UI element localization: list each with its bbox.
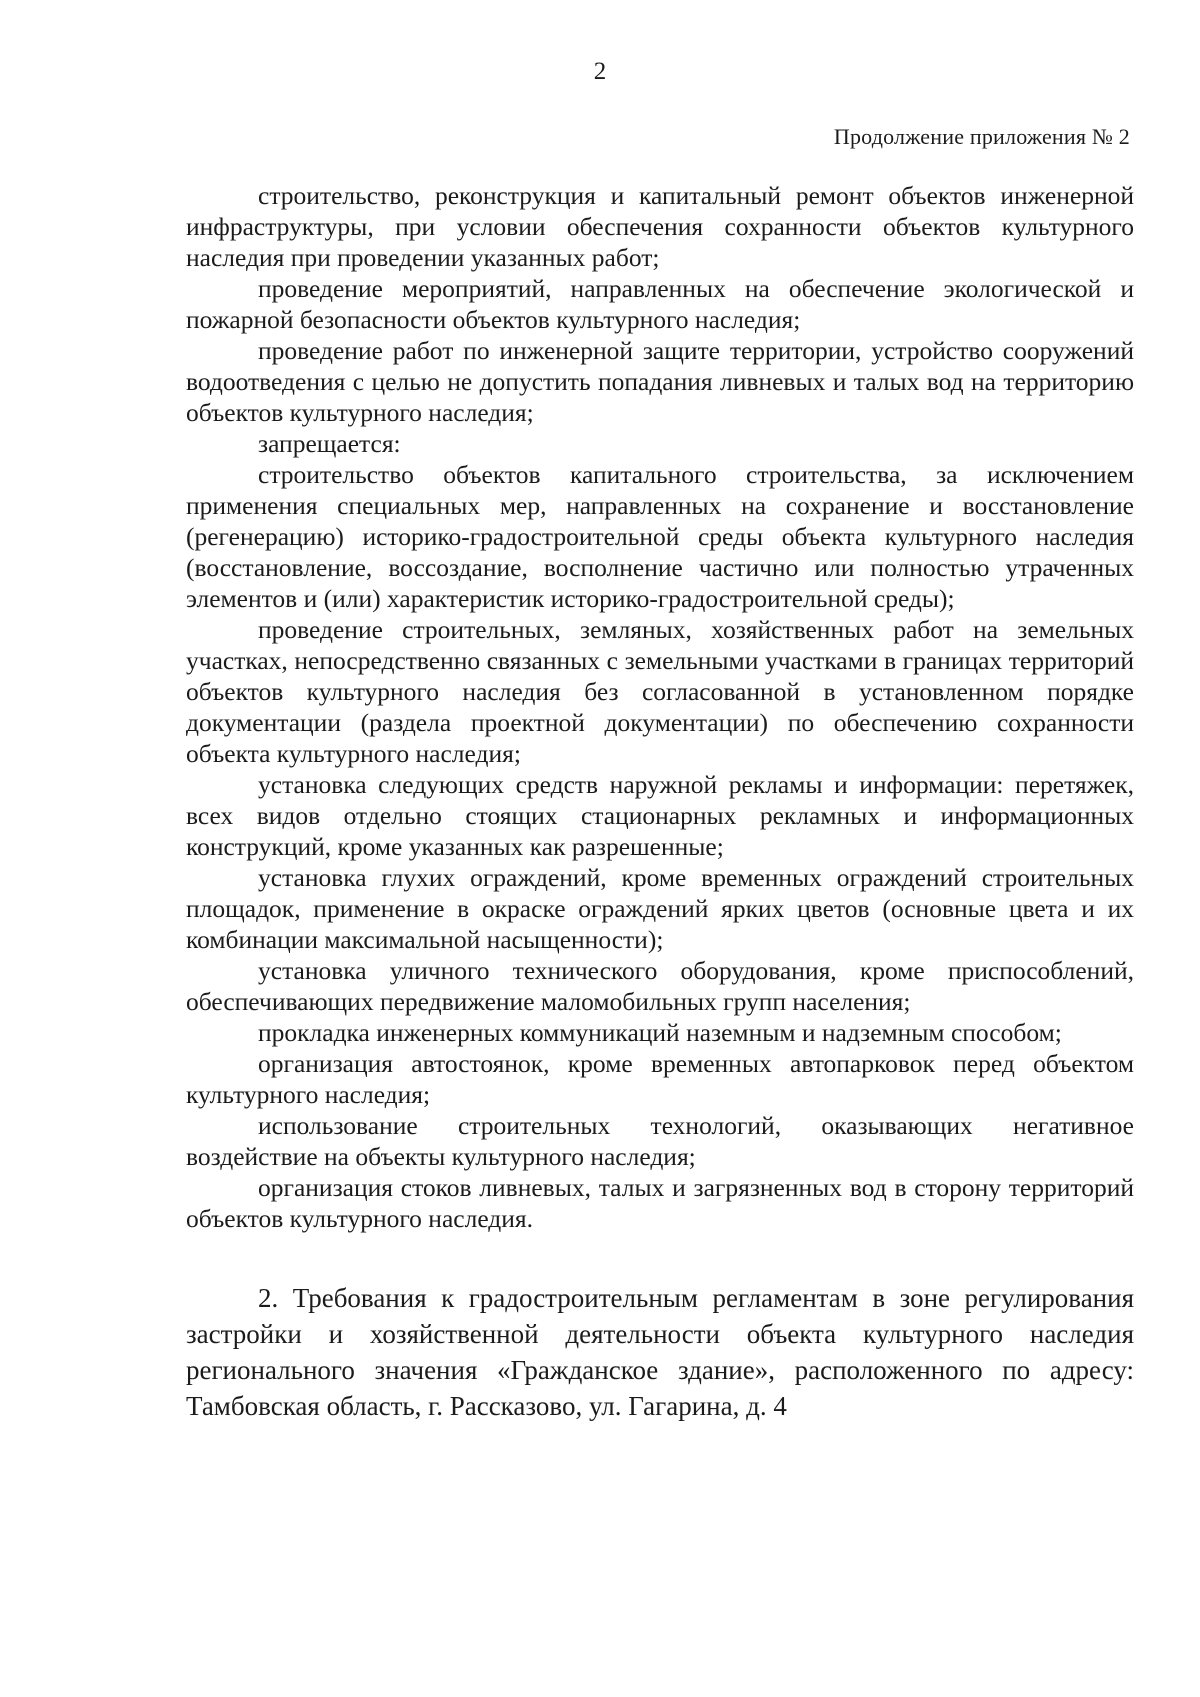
section-2-heading: 2. Требования к градостроительным регламентам в зоне регулирования застройки и хозяйственной деятельности объекта культурного наследия регионального значения «Гражданское здание», расположенного по адресу: Тамбовская область, г. Рассказово, ул. Гагарина, д. 4 [186,1283,1134,1421]
paragraph: строительство, реконструкция и капитальный ремонт объектов инженерной инфраструктуры, при условии обеспечения сохранности объектов культурного наследия при проведении указанных работ; [186,181,1134,272]
paragraph: проведение строительных, земляных, хозяйственных работ на земельных участках, непосредственно связанных с земельными участками в границах территорий объектов культурного наследия без согласованной в установленном порядке документации (раздела проектной документации) по обеспечению сохранности объекта культурного наследия; [186,615,1134,768]
paragraph: использование строительных технологий, оказывающих негативное воздействие на объекты культурного наследия; [186,1111,1134,1171]
paragraph-prohibited-heading: запрещается: [258,429,401,458]
page-number: 2 [593,58,607,85]
paragraph: организация автостоянок, кроме временных автопарковок перед объектом культурного наследия; [186,1049,1134,1109]
paragraph: прокладка инженерных коммуникаций наземным и надземным способом; [258,1018,1062,1047]
section-spacer [186,1234,1134,1280]
paragraph: установка следующих средств наружной рекламы и информации: перетяжек, всех видов отдельно стоящих стационарных рекламных и информационных конструкций, кроме указанных как разрешенные; [186,770,1134,861]
appendix-continuation-note: Продолжение приложения № 2 [833,124,1130,149]
document-body [186,180,1134,1424]
paragraph: установка глухих ограждений, кроме временных ограждений строительных площадок, применение в окраске ограждений ярких цветов (основные цвета и их комбинации максимальной насыщенности); [186,863,1134,954]
paragraph: организация стоков ливневых, талых и загрязненных вод в сторону территорий объектов культурного наследия. [186,1173,1134,1233]
paragraph: проведение работ по инженерной защите территории, устройство сооружений водоотведения с целью не допустить попадания ливневых и талых вод на территорию объектов культурного наследия; [186,336,1134,427]
paragraph: установка уличного технического оборудования, кроме приспособлений, обеспечивающих передвижение маломобильных групп населения; [186,956,1134,1016]
paragraph: строительство объектов капитального строительства, за исключением применения специальных мер, направленных на сохранение и восстановление (регенерацию) историко-градостроительной среды объекта культурного наследия (восстановление, воссоздание, восполнение частично или полностью утраченных элементов и (или) характеристик историко-градостроительной среды); [186,460,1134,613]
paragraph: проведение мероприятий, направленных на обеспечение экологической и пожарной безопасности объектов культурного наследия; [186,274,1134,334]
